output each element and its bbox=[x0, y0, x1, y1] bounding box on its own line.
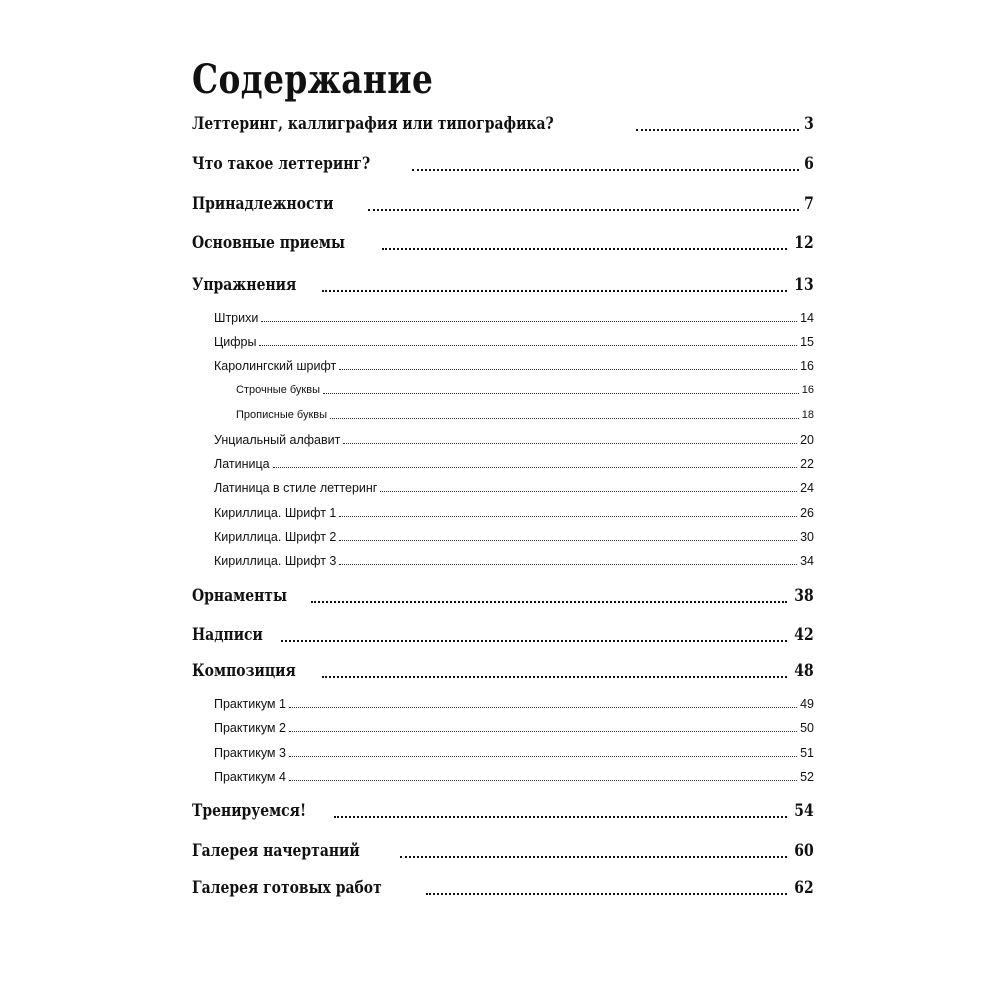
dot-leader bbox=[322, 676, 788, 678]
toc-entry-label: Основные приемы bbox=[192, 233, 345, 253]
toc-entry[interactable] bbox=[192, 660, 814, 682]
toc-page-number: 14 bbox=[800, 311, 814, 325]
toc-entry-label: Леттеринг, каллиграфия или типографика? bbox=[192, 114, 554, 134]
toc-entry[interactable] bbox=[192, 113, 814, 135]
toc-entry[interactable] bbox=[192, 840, 814, 862]
toc-entry-label: Кириллица. Шрифт 1 bbox=[214, 506, 337, 520]
toc-page-number: 15 bbox=[800, 335, 814, 349]
toc-page-number: 18 bbox=[801, 409, 814, 421]
toc-entry-label: Надписи bbox=[192, 625, 263, 645]
dot-leader bbox=[412, 169, 799, 171]
toc-subentry[interactable] bbox=[214, 358, 814, 374]
toc-page-number: 16 bbox=[800, 359, 814, 373]
dot-leader bbox=[339, 369, 797, 370]
toc-subsubentry[interactable] bbox=[236, 383, 814, 398]
toc-subentry[interactable] bbox=[214, 720, 814, 736]
toc-entry[interactable] bbox=[192, 193, 814, 215]
dot-leader bbox=[273, 467, 798, 468]
toc-entry-label: Практикум 4 bbox=[214, 770, 286, 784]
toc-entry-label: Кириллица. Шрифт 2 bbox=[214, 530, 337, 544]
toc-page-number: 51 bbox=[800, 746, 814, 760]
toc-page-number: 20 bbox=[800, 433, 814, 447]
toc-subentry[interactable] bbox=[214, 529, 814, 545]
toc-entry-label: Практикум 1 bbox=[214, 697, 286, 711]
toc-entry[interactable] bbox=[192, 800, 814, 822]
toc-entry-label: Практикум 3 bbox=[214, 746, 286, 760]
dot-leader bbox=[289, 756, 797, 757]
dot-leader bbox=[259, 345, 797, 346]
toc-page-number: 34 bbox=[800, 554, 814, 568]
toc-entry-label: Цифры bbox=[214, 335, 257, 349]
toc-page-number: 52 bbox=[800, 770, 814, 784]
toc-entry-label: Галерея готовых работ bbox=[192, 878, 382, 898]
toc-page-number: 48 bbox=[794, 661, 814, 681]
toc-page-number: 12 bbox=[794, 233, 814, 253]
toc-page-number: 13 bbox=[794, 275, 814, 295]
toc-page-number: 26 bbox=[800, 506, 814, 520]
toc-subsubentry[interactable] bbox=[236, 408, 814, 423]
toc-entry[interactable] bbox=[192, 153, 814, 175]
toc-subentry[interactable] bbox=[214, 505, 814, 521]
toc-page-number: 50 bbox=[800, 721, 814, 735]
toc-entry[interactable] bbox=[192, 877, 814, 899]
toc-page-number: 62 bbox=[794, 878, 814, 898]
dot-leader bbox=[339, 564, 797, 565]
toc-entry[interactable] bbox=[192, 232, 814, 254]
toc-subentry[interactable] bbox=[214, 769, 814, 785]
page-title: Содержание bbox=[192, 56, 434, 103]
toc-entry-label: Орнаменты bbox=[192, 586, 287, 606]
toc-entry-label: Практикум 2 bbox=[214, 721, 286, 735]
toc-subentry[interactable] bbox=[214, 745, 814, 761]
toc-page-number: 16 bbox=[801, 384, 814, 396]
toc-entry-label: Кириллица. Шрифт 3 bbox=[214, 554, 337, 568]
dot-leader bbox=[426, 893, 787, 895]
toc-page-number: 60 bbox=[794, 841, 814, 861]
dot-leader bbox=[289, 780, 797, 781]
dot-leader bbox=[380, 491, 797, 492]
dot-leader bbox=[261, 321, 797, 322]
toc-subentry[interactable] bbox=[214, 432, 814, 448]
toc-entry[interactable] bbox=[192, 585, 814, 607]
toc-subentry[interactable] bbox=[214, 480, 814, 496]
toc-page-number: 7 bbox=[804, 194, 814, 214]
dot-leader bbox=[339, 540, 797, 541]
toc-page-number: 6 bbox=[804, 154, 814, 174]
toc-entry-label: Латиница в стиле леттеринг bbox=[214, 481, 378, 495]
toc-entry-label: Принадлежности bbox=[192, 194, 334, 214]
toc-subentry[interactable] bbox=[214, 553, 814, 569]
toc-entry-label: Галерея начертаний bbox=[192, 841, 360, 861]
toc-entry-label: Штрихи bbox=[214, 311, 259, 325]
dot-leader bbox=[281, 640, 787, 642]
toc-entry-label: Что такое леттеринг? bbox=[192, 154, 371, 174]
dot-leader bbox=[368, 209, 800, 211]
dot-leader bbox=[322, 290, 787, 292]
toc-page-number: 54 bbox=[794, 801, 814, 821]
toc-subentry[interactable] bbox=[214, 310, 814, 326]
dot-leader bbox=[330, 418, 799, 419]
dot-leader bbox=[334, 816, 787, 818]
toc-page-number: 42 bbox=[794, 625, 814, 645]
toc-entry-label: Строчные буквы bbox=[236, 384, 320, 396]
toc-subentry[interactable] bbox=[214, 456, 814, 472]
dot-leader bbox=[343, 443, 797, 444]
dot-leader bbox=[636, 129, 799, 131]
toc-page-number: 3 bbox=[804, 114, 814, 134]
toc-page-number: 30 bbox=[800, 530, 814, 544]
dot-leader bbox=[400, 856, 788, 858]
toc-page-number: 38 bbox=[794, 586, 814, 606]
toc-entry-label: Латиница bbox=[214, 457, 270, 471]
toc-entry-label: Прописные буквы bbox=[236, 409, 328, 421]
dot-leader bbox=[339, 516, 797, 517]
toc-entry-label: Каролингский шрифт bbox=[214, 359, 337, 373]
dot-leader bbox=[323, 393, 799, 394]
toc-entry-label: Унциальный алфавит bbox=[214, 433, 341, 447]
toc-page-number: 22 bbox=[800, 457, 814, 471]
toc-subentry[interactable] bbox=[214, 334, 814, 350]
toc-subentry[interactable] bbox=[214, 696, 814, 712]
dot-leader bbox=[289, 707, 797, 708]
toc-entry-label: Тренируемся! bbox=[192, 801, 307, 821]
dot-leader bbox=[382, 248, 788, 250]
toc-entry[interactable] bbox=[192, 624, 814, 646]
toc-entry[interactable] bbox=[192, 274, 814, 296]
toc-page-number: 24 bbox=[800, 481, 814, 495]
toc-entry-label: Упражнения bbox=[192, 275, 297, 295]
dot-leader bbox=[289, 731, 797, 732]
dot-leader bbox=[311, 601, 788, 603]
toc-entry-label: Композиция bbox=[192, 661, 296, 681]
toc-page-number: 49 bbox=[800, 697, 814, 711]
